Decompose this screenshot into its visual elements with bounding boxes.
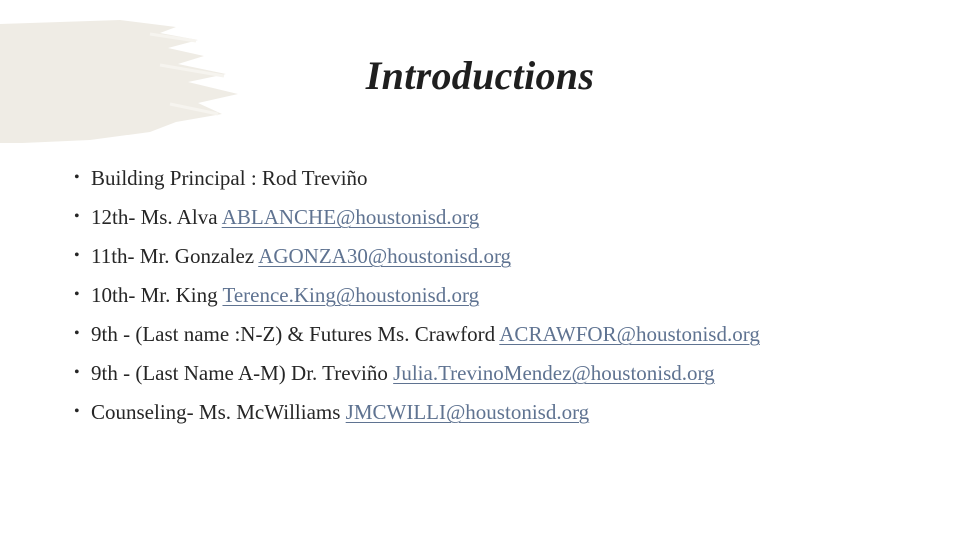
slide-title: Introductions <box>365 53 595 98</box>
bullet: • <box>74 325 80 342</box>
bullet: • <box>74 286 80 303</box>
item-text: Counseling- Ms. McWilliams <box>91 400 346 424</box>
email-link[interactable]: ABLANCHE@houstonisd.org <box>221 205 480 229</box>
item-text: 10th- Mr. King <box>91 283 223 307</box>
item-text: 9th - (Last Name A-M) Dr. Treviño <box>91 361 394 385</box>
email-link[interactable]: JMCWILLI@houstonisd.org <box>345 400 590 424</box>
item-text: 9th - (Last name :N-Z) & Futures Ms. Crawford <box>91 322 500 346</box>
bullet: • <box>74 247 80 264</box>
email-link[interactable]: ACRAWFOR@houstonisd.org <box>499 322 760 346</box>
item-text: 12th- Ms. Alva <box>91 205 222 229</box>
email-link[interactable]: Julia.TrevinoMendez@houstonisd.org <box>393 361 715 385</box>
bullet: • <box>74 208 80 225</box>
email-link[interactable]: AGONZA30@houstonisd.org <box>258 244 512 268</box>
item-text: 11th- Mr. Gonzalez <box>91 244 259 268</box>
email-link[interactable]: Terence.King@houstonisd.org <box>222 283 480 307</box>
bullet: • <box>74 364 80 381</box>
bullet: • <box>74 169 80 186</box>
item-text: Building Principal : Rod Treviño <box>91 166 368 190</box>
bullet: • <box>74 403 80 420</box>
